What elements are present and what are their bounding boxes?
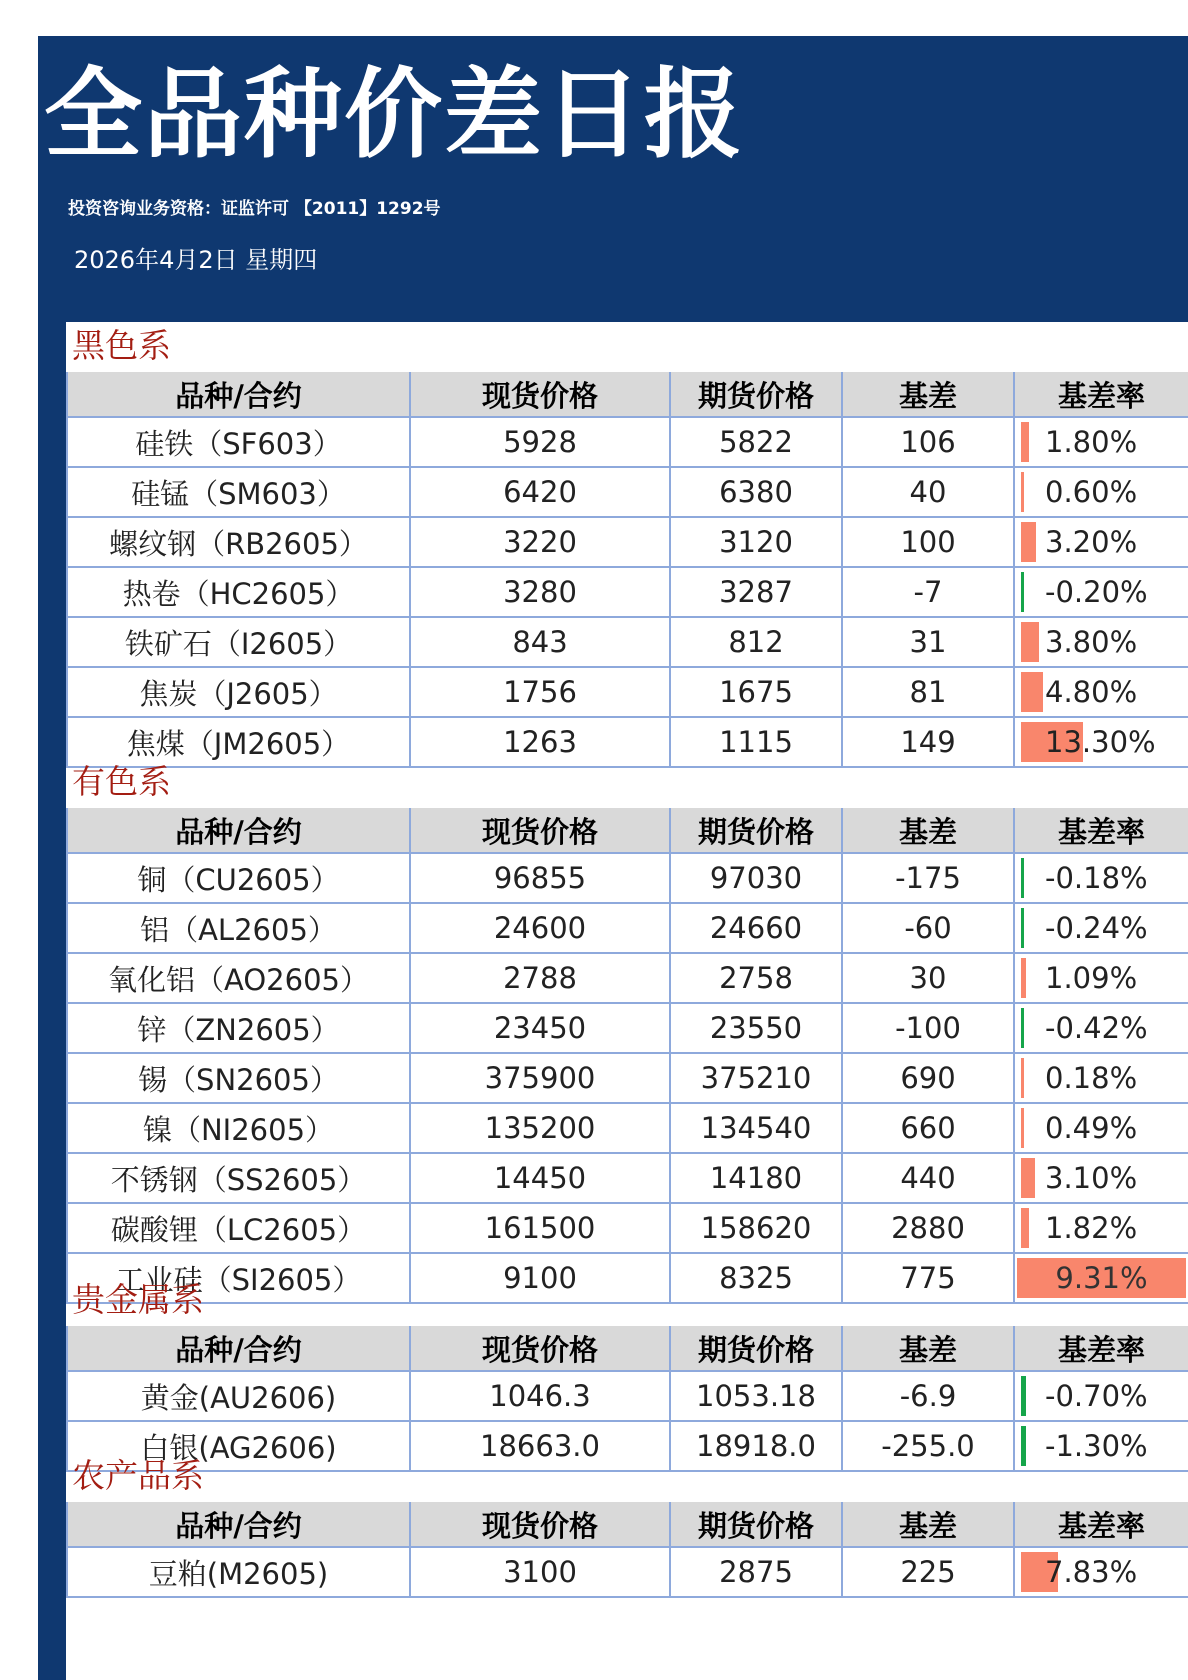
table-row bbox=[67, 417, 1188, 467]
price-table bbox=[66, 808, 1188, 1304]
cell-name: 铜（CU2605） bbox=[67, 853, 410, 903]
table-header-row bbox=[67, 372, 1188, 417]
column-header: 基差率 bbox=[1014, 1502, 1188, 1547]
cell-spot: 5928 bbox=[410, 417, 670, 467]
cell-rate bbox=[1014, 953, 1188, 1003]
cell-basis: 30 bbox=[842, 953, 1014, 1003]
rate-value: 0.60% bbox=[1045, 475, 1138, 509]
rate-value: 1.82% bbox=[1045, 1211, 1138, 1245]
cell-spot: 24600 bbox=[410, 903, 670, 953]
cell-futures: 1053.18 bbox=[670, 1371, 842, 1421]
cell-futures: 812 bbox=[670, 617, 842, 667]
cell-name: 黄金(AU2606) bbox=[67, 1371, 410, 1421]
column-header: 基差 bbox=[842, 1502, 1014, 1547]
cell-name: 铝（AL2605） bbox=[67, 903, 410, 953]
table-row bbox=[67, 517, 1188, 567]
table-row bbox=[67, 667, 1188, 717]
column-header: 基差 bbox=[842, 372, 1014, 417]
column-header: 期货价格 bbox=[670, 808, 842, 853]
rate-value: -0.24% bbox=[1045, 911, 1148, 945]
table-row bbox=[67, 1103, 1188, 1153]
cell-spot: 1263 bbox=[410, 717, 670, 767]
cell-spot: 135200 bbox=[410, 1103, 670, 1153]
cell-rate bbox=[1014, 467, 1188, 517]
rate-value: -1.30% bbox=[1045, 1429, 1148, 1463]
cell-basis: 660 bbox=[842, 1103, 1014, 1153]
rate-value: 7.83% bbox=[1045, 1555, 1138, 1589]
cell-rate bbox=[1014, 1103, 1188, 1153]
cell-spot: 843 bbox=[410, 617, 670, 667]
table-row bbox=[67, 903, 1188, 953]
cell-basis: -6.9 bbox=[842, 1371, 1014, 1421]
price-table bbox=[66, 1326, 1188, 1472]
rate-value: -0.70% bbox=[1045, 1379, 1148, 1413]
table-row bbox=[67, 617, 1188, 667]
cell-basis: 225 bbox=[842, 1547, 1014, 1597]
cell-basis: 31 bbox=[842, 617, 1014, 667]
cell-name: 氧化铝（AO2605） bbox=[67, 953, 410, 1003]
cell-futures: 3120 bbox=[670, 517, 842, 567]
cell-rate bbox=[1014, 1203, 1188, 1253]
cell-spot: 1046.3 bbox=[410, 1371, 670, 1421]
report-title: 全品种价差日报 bbox=[44, 58, 745, 172]
cell-basis: 106 bbox=[842, 417, 1014, 467]
cell-name: 热卷（HC2605） bbox=[67, 567, 410, 617]
cell-basis: 775 bbox=[842, 1253, 1014, 1303]
cell-basis: -60 bbox=[842, 903, 1014, 953]
cell-name: 镍（NI2605） bbox=[67, 1103, 410, 1153]
cell-name: 硅铁（SF603） bbox=[67, 417, 410, 467]
table-row bbox=[67, 853, 1188, 903]
cell-spot: 23450 bbox=[410, 1003, 670, 1053]
table-row bbox=[67, 467, 1188, 517]
section-1 bbox=[66, 758, 1188, 1304]
cell-name: 焦煤（JM2605） bbox=[67, 717, 410, 767]
section-title: 贵金属系 bbox=[72, 1280, 204, 1319]
cell-rate bbox=[1014, 1053, 1188, 1103]
cell-futures: 134540 bbox=[670, 1103, 842, 1153]
report-content bbox=[66, 322, 1188, 1680]
cell-futures: 8325 bbox=[670, 1253, 842, 1303]
cell-basis: -7 bbox=[842, 567, 1014, 617]
section-0 bbox=[66, 322, 1188, 768]
column-header: 品种/合约 bbox=[67, 808, 410, 853]
cell-basis: -255.0 bbox=[842, 1421, 1014, 1471]
table-row bbox=[67, 1371, 1188, 1421]
column-header: 品种/合约 bbox=[67, 372, 410, 417]
rate-value: 13.30% bbox=[1045, 725, 1156, 759]
cell-basis: 2880 bbox=[842, 1203, 1014, 1253]
cell-rate bbox=[1014, 1153, 1188, 1203]
cell-rate bbox=[1014, 517, 1188, 567]
cell-name: 不锈钢（SS2605） bbox=[67, 1153, 410, 1203]
column-header: 基差 bbox=[842, 1326, 1014, 1371]
column-header: 现货价格 bbox=[410, 372, 670, 417]
rate-value: 0.18% bbox=[1045, 1061, 1138, 1095]
cell-futures: 97030 bbox=[670, 853, 842, 903]
rate-value: 3.20% bbox=[1045, 525, 1138, 559]
rate-value: 9.31% bbox=[1055, 1261, 1148, 1295]
column-header: 期货价格 bbox=[670, 372, 842, 417]
section-title: 农产品系 bbox=[72, 1456, 204, 1495]
cell-basis: 149 bbox=[842, 717, 1014, 767]
column-header: 品种/合约 bbox=[67, 1326, 410, 1371]
column-header: 基差率 bbox=[1014, 1326, 1188, 1371]
cell-rate bbox=[1014, 417, 1188, 467]
cell-futures: 23550 bbox=[670, 1003, 842, 1053]
cell-futures: 1675 bbox=[670, 667, 842, 717]
cell-basis: 81 bbox=[842, 667, 1014, 717]
cell-spot: 3280 bbox=[410, 567, 670, 617]
table-header-row bbox=[67, 1502, 1188, 1547]
cell-basis: 40 bbox=[842, 467, 1014, 517]
cell-futures: 2875 bbox=[670, 1547, 842, 1597]
cell-rate bbox=[1014, 567, 1188, 617]
table-row bbox=[67, 1053, 1188, 1103]
section-2 bbox=[66, 1276, 1188, 1472]
rate-value: -0.42% bbox=[1045, 1011, 1148, 1045]
rate-value: -0.18% bbox=[1045, 861, 1148, 895]
column-header: 基差率 bbox=[1014, 808, 1188, 853]
cell-rate bbox=[1014, 853, 1188, 903]
cell-name: 硅锰（SM603） bbox=[67, 467, 410, 517]
price-table bbox=[66, 372, 1188, 768]
cell-basis: 690 bbox=[842, 1053, 1014, 1103]
column-header: 现货价格 bbox=[410, 808, 670, 853]
table-header-row bbox=[67, 1326, 1188, 1371]
cell-rate bbox=[1014, 617, 1188, 667]
cell-spot: 6420 bbox=[410, 467, 670, 517]
column-header: 现货价格 bbox=[410, 1326, 670, 1371]
cell-spot: 14450 bbox=[410, 1153, 670, 1203]
cell-name: 工业硅（SI2605） bbox=[67, 1253, 410, 1303]
cell-futures: 158620 bbox=[670, 1203, 842, 1253]
cell-rate bbox=[1014, 1371, 1188, 1421]
cell-futures: 2758 bbox=[670, 953, 842, 1003]
cell-name: 铁矿石（I2605） bbox=[67, 617, 410, 667]
cell-spot: 18663.0 bbox=[410, 1421, 670, 1471]
cell-basis: -100 bbox=[842, 1003, 1014, 1053]
column-header: 期货价格 bbox=[670, 1326, 842, 1371]
cell-spot: 161500 bbox=[410, 1203, 670, 1253]
cell-futures: 1115 bbox=[670, 717, 842, 767]
cell-name: 豆粕(M2605) bbox=[67, 1547, 410, 1597]
rate-value: 4.80% bbox=[1045, 675, 1138, 709]
license-text: 投资咨询业务资格：证监许可 【2011】1292号 bbox=[68, 199, 441, 219]
cell-futures: 5822 bbox=[670, 417, 842, 467]
cell-basis: 440 bbox=[842, 1153, 1014, 1203]
cell-spot: 2788 bbox=[410, 953, 670, 1003]
cell-basis: -175 bbox=[842, 853, 1014, 903]
rate-value: 3.10% bbox=[1045, 1161, 1138, 1195]
column-header: 基差 bbox=[842, 808, 1014, 853]
rate-value: 1.80% bbox=[1045, 425, 1138, 459]
table-row bbox=[67, 953, 1188, 1003]
section-title: 黑色系 bbox=[72, 326, 171, 365]
cell-rate bbox=[1014, 1003, 1188, 1053]
table-row bbox=[67, 1003, 1188, 1053]
cell-name: 螺纹钢（RB2605） bbox=[67, 517, 410, 567]
cell-name: 焦炭（J2605） bbox=[67, 667, 410, 717]
cell-rate bbox=[1014, 1547, 1188, 1597]
cell-spot: 375900 bbox=[410, 1053, 670, 1103]
cell-futures: 3287 bbox=[670, 567, 842, 617]
cell-basis: 100 bbox=[842, 517, 1014, 567]
cell-futures: 18918.0 bbox=[670, 1421, 842, 1471]
rate-value: -0.20% bbox=[1045, 575, 1148, 609]
rate-value: 0.49% bbox=[1045, 1111, 1138, 1145]
cell-spot: 3100 bbox=[410, 1547, 670, 1597]
report-date: 2026年4月2日 星期四 bbox=[74, 246, 318, 274]
section-3 bbox=[66, 1452, 1188, 1598]
column-header: 现货价格 bbox=[410, 1502, 670, 1547]
table-row bbox=[67, 1203, 1188, 1253]
cell-name: 碳酸锂（LC2605） bbox=[67, 1203, 410, 1253]
cell-futures: 24660 bbox=[670, 903, 842, 953]
column-header: 品种/合约 bbox=[67, 1502, 410, 1547]
cell-name: 锌（ZN2605） bbox=[67, 1003, 410, 1053]
cell-rate bbox=[1014, 667, 1188, 717]
column-header: 基差率 bbox=[1014, 372, 1188, 417]
cell-name: 白银(AG2606) bbox=[67, 1421, 410, 1471]
cell-futures: 375210 bbox=[670, 1053, 842, 1103]
table-row bbox=[67, 567, 1188, 617]
cell-futures: 14180 bbox=[670, 1153, 842, 1203]
table-row bbox=[67, 1547, 1188, 1597]
cell-name: 锡（SN2605） bbox=[67, 1053, 410, 1103]
cell-spot: 1756 bbox=[410, 667, 670, 717]
rate-value: 3.80% bbox=[1045, 625, 1138, 659]
rate-value: 1.09% bbox=[1045, 961, 1138, 995]
section-title: 有色系 bbox=[72, 762, 171, 801]
price-table bbox=[66, 1502, 1188, 1598]
cell-spot: 9100 bbox=[410, 1253, 670, 1303]
table-row bbox=[67, 1153, 1188, 1203]
cell-futures: 6380 bbox=[670, 467, 842, 517]
cell-spot: 3220 bbox=[410, 517, 670, 567]
table-header-row bbox=[67, 808, 1188, 853]
cell-spot: 96855 bbox=[410, 853, 670, 903]
column-header: 期货价格 bbox=[670, 1502, 842, 1547]
cell-rate bbox=[1014, 903, 1188, 953]
